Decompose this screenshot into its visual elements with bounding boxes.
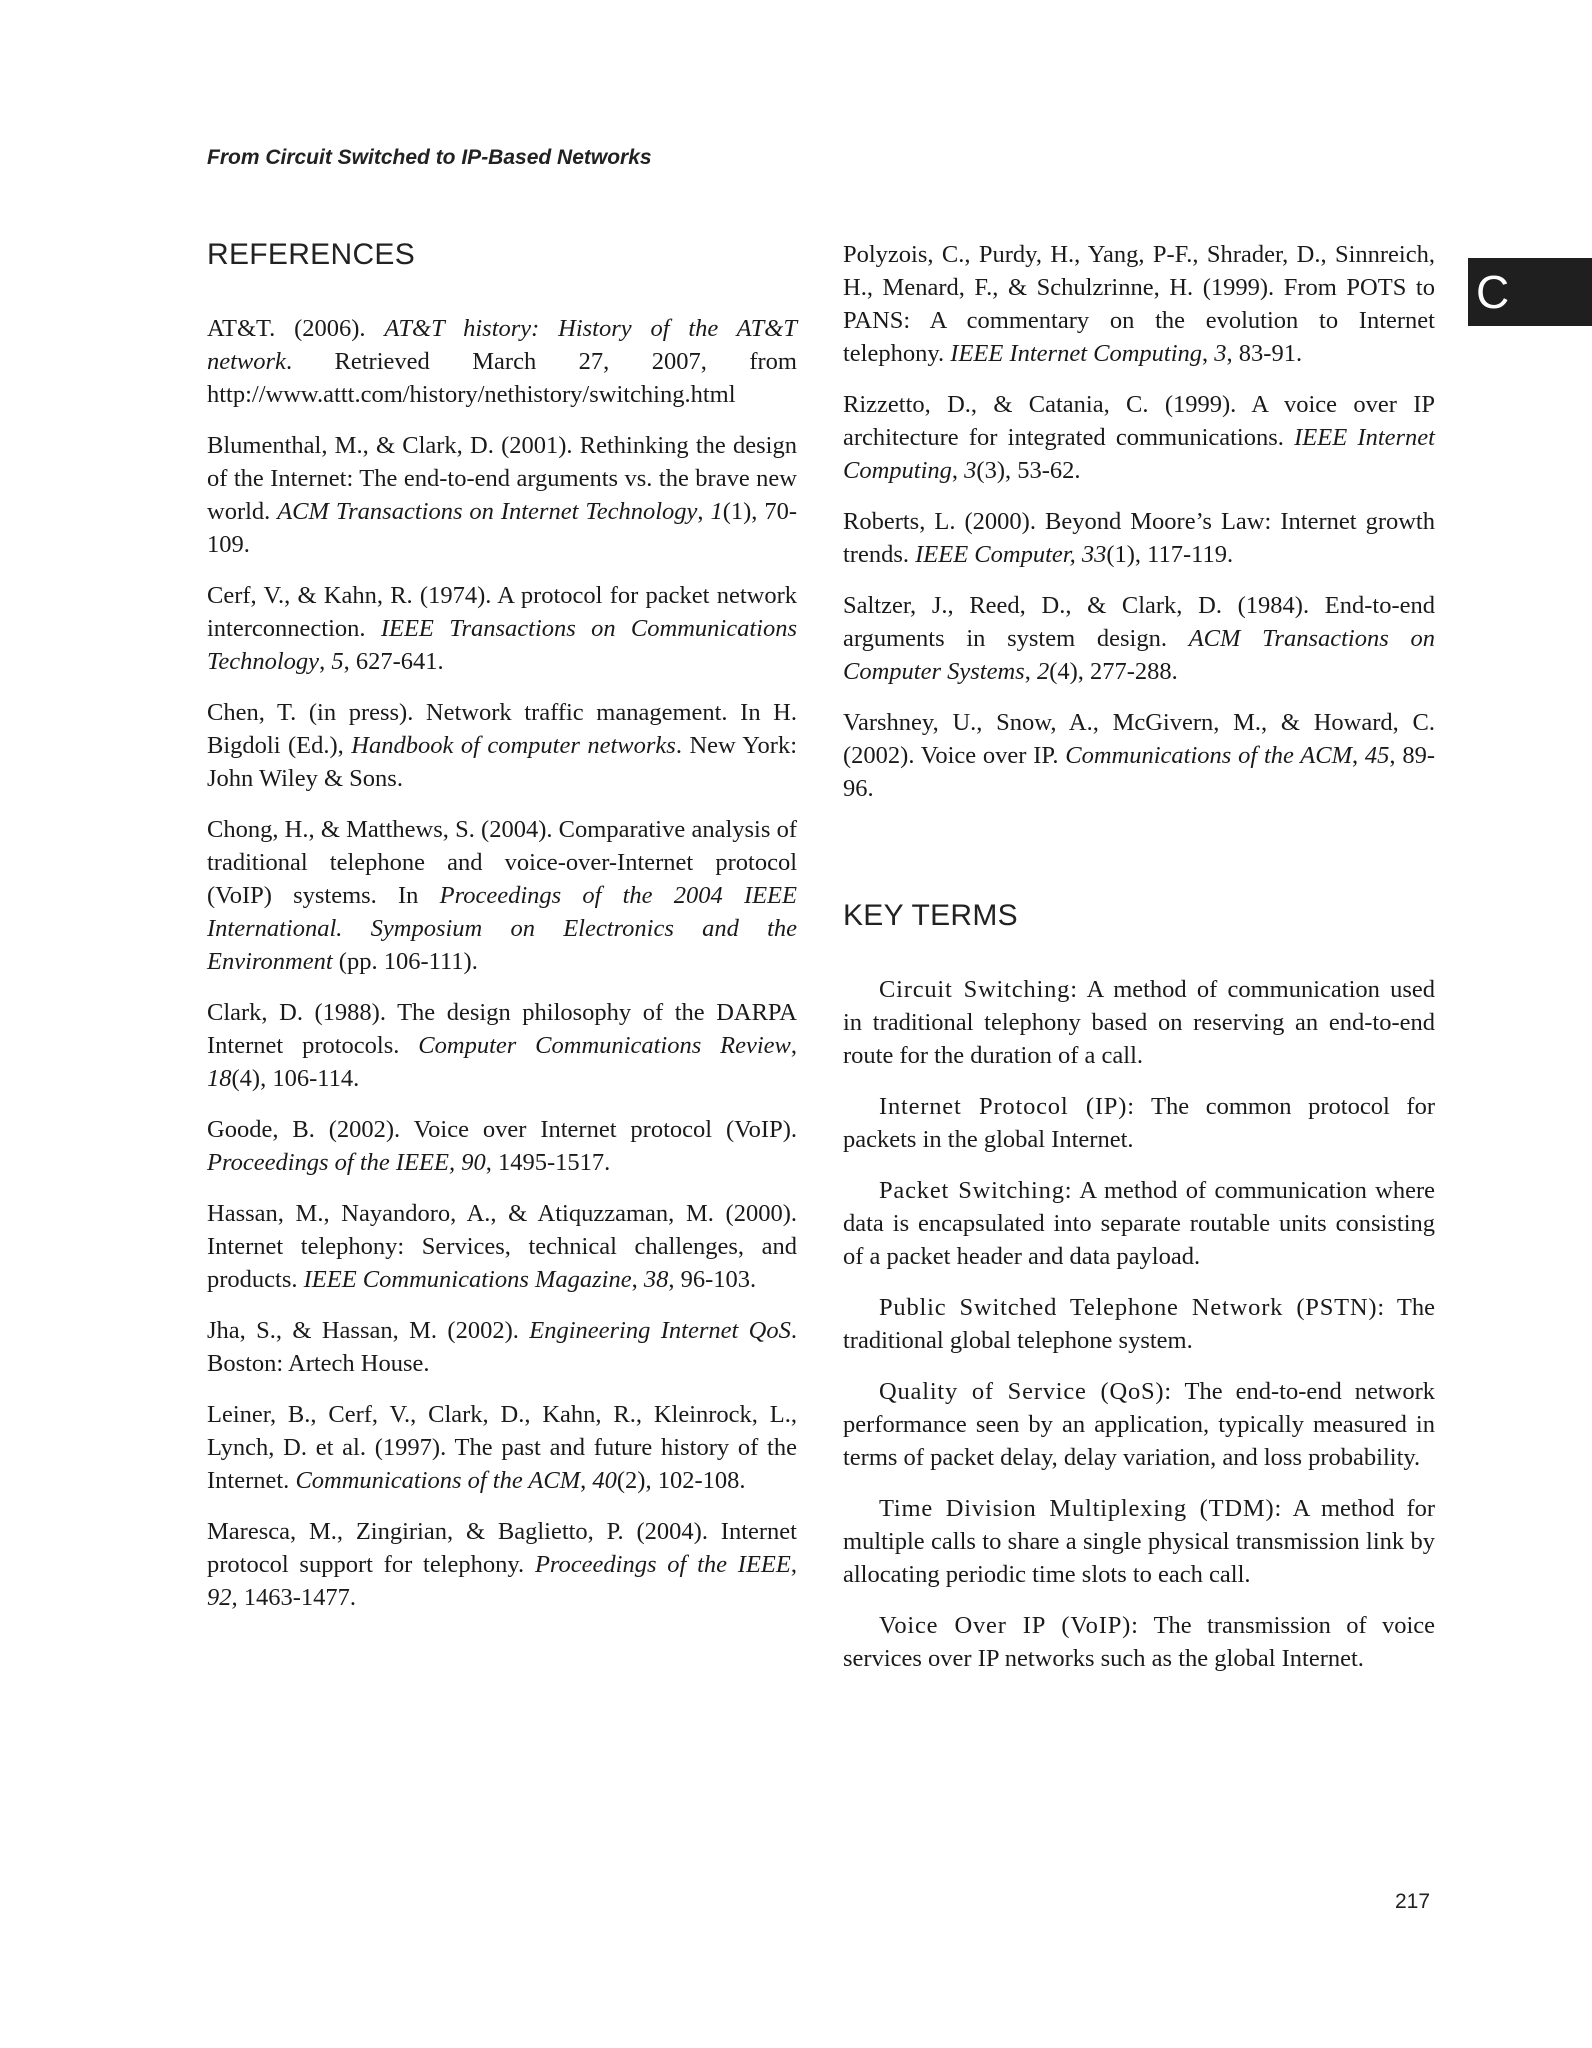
reference-entry: Chen, T. (in press). Network traffic management. In H. Bigdoli (Ed.), Handbook of computer networks. New York: John Wiley & Sons. [207,699,797,792]
key-term-definition: The traditional global telephone system. [843,1294,1435,1354]
reference-entry: Goode, B. (2002). Voice over Internet protocol (VoIP). Proceedings of the IEEE, 90, 1495-1517. [207,1116,797,1176]
key-term-entry [843,1492,1435,1591]
running-head: From Circuit Switched to IP-Based Networks [207,146,652,169]
references-list-left [207,312,797,1614]
reference-entry: Blumenthal, M., & Clark, D. (2001). Rethinking the design of the Internet: The end-to-end arguments vs. the brave new world. ACM Transactions on Internet Technology, 1(1), 70-109. [207,432,797,558]
references-list-right [843,238,1435,805]
page-number: 217 [1395,1890,1431,1913]
key-terms-list [843,973,1435,1675]
reference-entry: Rizzetto, D., & Catania, C. (1999). A voice over IP architecture for integrated communications. IEEE Internet Computing, 3(3), 53-62. [843,391,1435,484]
references-heading: REFERENCES [207,238,416,271]
key-term-name: Public Switched Telephone Network (PSTN): [879,1294,1385,1321]
key-term-entry [843,1375,1435,1474]
reference-entry: Polyzois, C., Purdy, H., Yang, P-F., Shrader, D., Sinnreich, H., Menard, F., & Schulzrinne, H. (1999). From POTS to PANS: A commentary on the evolution to Internet telephony. IEEE Internet Computing, 3, 83-91. [843,241,1435,367]
reference-entry: Cerf, V., & Kahn, R. (1974). A protocol for packet network interconnection. IEEE Transactions on Communications Technology, 5, 627-641. [207,582,797,675]
key-term-definition: The transmission of voice services over IP networks such as the global Internet. [843,1612,1435,1672]
reference-entry: Clark, D. (1988). The design philosophy of the DARPA Internet protocols. Computer Communications Review, 18(4), 106-114. [207,999,797,1092]
reference-entry: AT&T. (2006). AT&T history: History of the AT&T network. Retrieved March 27, 2007, from http://www.attt.com/history/nethistory/switching.html [207,315,797,408]
key-term-definition: A method for multiple calls to share a single physical transmission link by allocating periodic time slots to each call. [843,1495,1436,1588]
reference-entry: Saltzer, J., Reed, D., & Clark, D. (1984). End-to-end arguments in system design. ACM Transactions on Computer Systems, 2(4), 277-288. [843,592,1435,685]
key-term-entry [843,1090,1435,1156]
key-term-entry [843,1609,1435,1675]
section-thumb-tab: C [1468,258,1592,326]
reference-entry: Jha, S., & Hassan, M. (2002). Engineering Internet QoS. Boston: Artech House. [207,1317,797,1377]
key-term-name: Voice Over IP (VoIP): [879,1612,1139,1639]
key-terms-heading: KEY TERMS [843,899,1018,932]
left-column [207,238,797,1632]
key-term-name: Quality of Service (QoS): [879,1378,1172,1405]
key-term-name: Circuit Switching: [879,976,1078,1003]
key-term-name: Time Division Multiplexing (TDM): [879,1495,1283,1522]
reference-entry: Hassan, M., Nayandoro, A., & Atiquzzaman, M. (2000). Internet telephony: Services, technical challenges, and products. IEEE Communications Magazine, 38, 96-103. [207,1200,797,1293]
key-term-definition: A method of communication where data is encapsulated into separate routable units consisting of a packet header and data payload. [843,1177,1435,1270]
right-column [843,238,1435,1693]
reference-entry: Maresca, M., Zingirian, & Baglietto, P. (2004). Internet protocol support for telephony. Proceedings of the IEEE, 92, 1463-1477. [207,1518,797,1611]
reference-entry: Leiner, B., Cerf, V., Clark, D., Kahn, R., Kleinrock, L., Lynch, D. et al. (1997). The past and future history of the Internet. Communications of the ACM, 40(2), 102-108. [207,1401,797,1494]
key-term-name: Internet Protocol (IP): [879,1093,1135,1120]
reference-entry: Chong, H., & Matthews, S. (2004). Comparative analysis of traditional telephone and voice-over-Internet protocol (VoIP) systems. In Proceedings of the 2004 IEEE International. Symposium on Electronics and the Environment (pp. 106-111). [207,816,797,975]
key-term-entry [843,1174,1435,1273]
key-term-definition: A method of communication used in traditional telephony based on reserving an end-to-end route for the duration of a call. [843,976,1435,1069]
key-term-definition: The end-to-end network performance seen by an application, typically measured in terms of packet delay, delay variation, and loss probability. [843,1378,1435,1471]
key-term-name: Packet Switching: [879,1177,1073,1204]
key-term-definition: The common protocol for packets in the global Internet. [843,1093,1435,1153]
reference-entry: Roberts, L. (2000). Beyond Moore’s Law: Internet growth trends. IEEE Computer, 33(1), 117-119. [843,508,1435,568]
key-term-entry [843,1291,1435,1357]
reference-entry: Varshney, U., Snow, A., McGivern, M., & Howard, C. (2002). Voice over IP. Communications of the ACM, 45, 89-96. [843,709,1435,802]
key-term-entry [843,973,1435,1072]
